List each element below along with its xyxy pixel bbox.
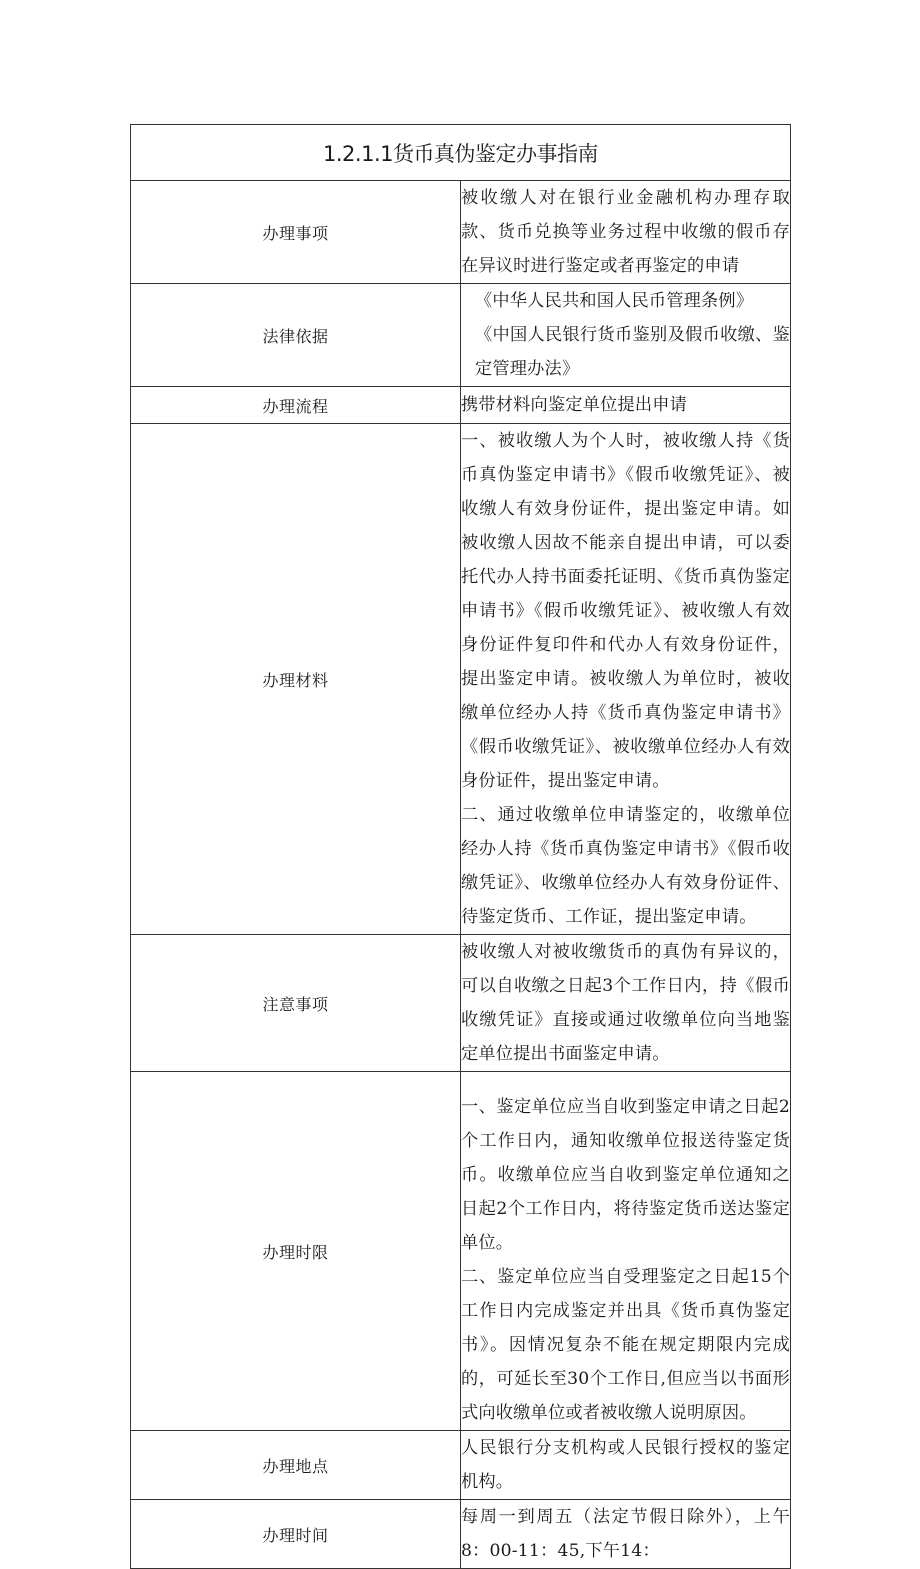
paragraph: 每周一到周五（法定节假日除外），上午8：00-11：45,下午14： (461, 1507, 790, 1561)
row-content-materials (461, 424, 791, 935)
row-content-hours (461, 1500, 791, 1569)
row-notes (131, 935, 791, 1072)
row-legal-basis (131, 284, 791, 387)
row-label-legal-basis: 法律依据 (131, 284, 461, 387)
row-matter (131, 181, 791, 284)
paragraph: 《中国人民银行货币鉴别及假币收缴、鉴定管理办法》 (475, 325, 790, 379)
document-title: 1.2.1.1货币真伪鉴定办事指南 (131, 125, 791, 181)
row-label-time-limit: 办理时限 (131, 1072, 461, 1431)
paragraph: 二、鉴定单位应当自受理鉴定之日起15个工作日内完成鉴定并出具《货币真伪鉴定书》。因情况复杂不能在规定期限内完成的，可延长至30个工作日,但应当以书面形式向收缴单位或者被收缴人说明原因。 (461, 1267, 790, 1423)
row-location (131, 1431, 791, 1500)
paragraph: 一、被收缴人为个人时，被收缴人持《货币真伪鉴定申请书》《假币收缴凭证》、被收缴人有效身份证件，提出鉴定申请。如被收缴人因故不能亲自提出申请，可以委托代办人持书面委托证明、《货币真伪鉴定申请书》《假币收缴凭证》、被收缴人有效身份证件复印件和代办人有效身份证件，提出鉴定申请。被收缴人为单位时，被收缴单位经办人持《货币真伪鉴定申请书》《假币收缴凭证》、被收缴单位经办人有效身份证件，提出鉴定申请。 (461, 431, 790, 791)
row-hours (131, 1500, 791, 1569)
row-label-materials: 办理材料 (131, 424, 461, 935)
title-row (131, 125, 791, 181)
row-label-matter: 办理事项 (131, 181, 461, 284)
row-content-time-limit (461, 1072, 791, 1431)
row-label-notes: 注意事项 (131, 935, 461, 1072)
paragraph: 二、通过收缴单位申请鉴定的，收缴单位经办人持《货币真伪鉴定申请书》《假币收缴凭证》、收缴单位经办人有效身份证件、待鉴定货币、工作证，提出鉴定申请。 (461, 805, 790, 927)
row-time-limit (131, 1072, 791, 1431)
row-content-notes (461, 935, 791, 1072)
paragraph: 被收缴人对在银行业金融机构办理存取款、货币兑换等业务过程中收缴的假币存在异议时进行鉴定或者再鉴定的申请 (461, 188, 790, 276)
row-label-location: 办理地点 (131, 1431, 461, 1500)
paragraph: 携带材料向鉴定单位提出申请 (461, 395, 688, 415)
row-materials (131, 424, 791, 935)
guide-table (130, 124, 791, 1569)
row-content-process (461, 387, 791, 424)
paragraph: 被收缴人对被收缴货币的真伪有异议的，可以自收缴之日起3个工作日内，持《假币收缴凭证》直接或通过收缴单位向当地鉴定单位提出书面鉴定申请。 (461, 942, 790, 1064)
row-content-legal-basis (461, 284, 791, 387)
row-label-process: 办理流程 (131, 387, 461, 424)
row-process (131, 387, 791, 424)
time-limit-block (461, 1072, 790, 1430)
row-content-matter (461, 181, 791, 284)
paragraph: 一、鉴定单位应当自收到鉴定申请之日起2个工作日内，通知收缴单位报送待鉴定货币。收缴单位应当自收到鉴定单位通知之日起2个工作日内，将待鉴定货币送达鉴定单位。 (461, 1097, 790, 1253)
paragraph: 人民银行分支机构或人民银行授权的鉴定机构。 (461, 1438, 790, 1492)
row-content-location (461, 1431, 791, 1500)
row-label-hours: 办理时间 (131, 1500, 461, 1569)
paragraph: 《中华人民共和国人民币管理条例》 (475, 291, 754, 311)
